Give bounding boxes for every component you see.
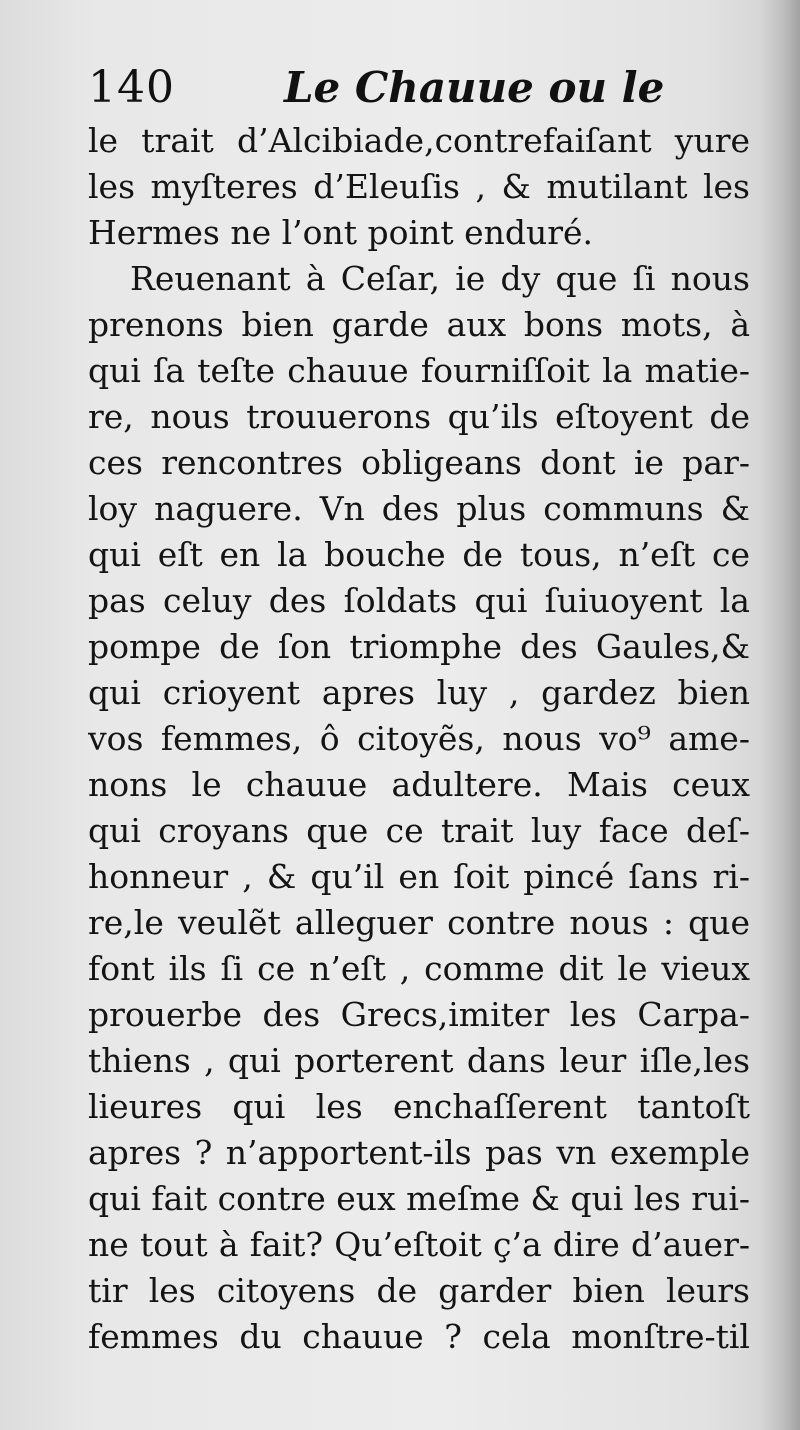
text-line: qui crioyent apres luy , gardez bien bbox=[88, 673, 750, 712]
text-line: thiens , qui porterent dans leur iſle,les bbox=[88, 1041, 750, 1080]
text-line: prenons bien garde aux bons mots, à bbox=[88, 305, 750, 344]
page-header bbox=[88, 60, 748, 120]
text-line: font ils ſi ce n’eſt , comme dit le vieux bbox=[88, 949, 750, 988]
text-line: tir les citoyens de garder bien leurs bbox=[88, 1271, 750, 1310]
text-line: Hermes ne l’ont point enduré. bbox=[88, 213, 594, 252]
text-line: re,le veulẽt alleguer contre nous : que bbox=[88, 903, 750, 942]
text-line: femmes du chauue ? cela monſtre-til bbox=[88, 1317, 750, 1356]
page-edge-shadow bbox=[760, 0, 800, 1430]
text-line: qui eſt en la bouche de tous, n’eſt ce bbox=[88, 535, 750, 574]
text-line: pompe de ſon triomphe des Gaules,& bbox=[88, 627, 750, 666]
text-line: qui fait contre eux meſme & qui les rui- bbox=[88, 1179, 750, 1218]
text-line: ne tout à fait? Qu’eſtoit ç’a dire d’auer- bbox=[88, 1225, 750, 1264]
text-line: pas celuy des ſoldats qui ſuiuoyent la bbox=[88, 581, 750, 620]
text-line: nons le chauue adultere. Mais ceux bbox=[88, 765, 750, 804]
text-line: Reuenant à Ceſar, ie dy que ſi nous bbox=[130, 259, 750, 298]
text-line: vos femmes, ô citoyẽs, nous vo⁹ ame- bbox=[88, 719, 750, 758]
text-line: ces rencontres obligeans dont ie par- bbox=[88, 443, 750, 482]
text-line: le trait d’Alcibiade,contrefaiſant yure bbox=[88, 121, 750, 160]
text-line: les myſteres d’Eleuſis , & mutilant les bbox=[88, 167, 750, 206]
text-line: apres ? n’apportent-ils pas vn exemple bbox=[88, 1133, 750, 1172]
text-line: prouerbe des Grecs,imiter les Carpa- bbox=[88, 995, 750, 1034]
text-line: qui croyans que ce trait luy face deſ- bbox=[88, 811, 750, 850]
text-line: qui ſa teſte chauue fourniſſoit la matie- bbox=[88, 351, 750, 390]
text-line: lieures qui les enchaſſerent tantoſt bbox=[88, 1087, 750, 1126]
text-line: re, nous trouuerons qu’ils eſtoyent de bbox=[88, 397, 750, 436]
text-line: honneur , & qu’il en ſoit pincé ſans ri- bbox=[88, 857, 750, 896]
running-head: Le Chauue ou le bbox=[284, 63, 665, 112]
body-text bbox=[88, 118, 750, 1360]
page-number: 140 bbox=[88, 62, 175, 113]
text-line: loy naguere. Vn des plus communs & bbox=[88, 489, 750, 528]
